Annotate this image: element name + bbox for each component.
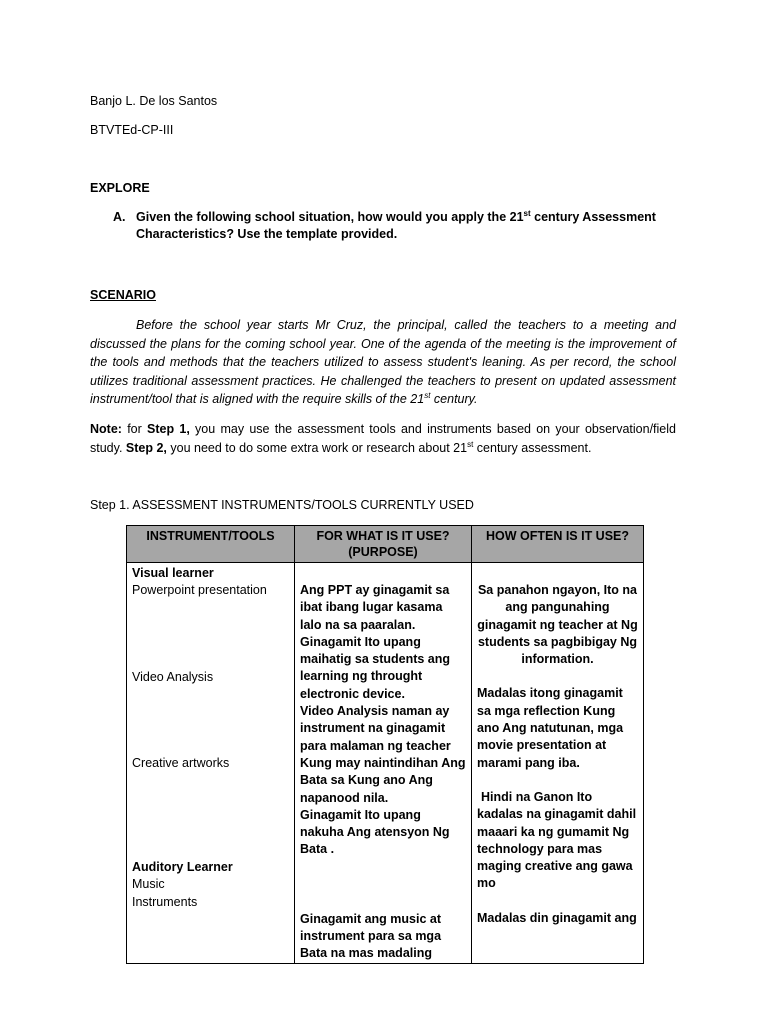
purpose-ppt: Ang PPT ay ginagamit sa ibat ibang lugar kasama lalo na sa paaralan. Ginagamit Ito upang maihatig sa students ang learning ng throught electronic device. [300, 583, 451, 701]
header-frequency: HOW OFTEN IS IT USE? [472, 526, 644, 563]
visual-learner-label: Visual learner [132, 566, 214, 580]
purpose-artworks: Ginagamit Ito upang nakuha Ang atensyon Ng Bata . [300, 807, 450, 857]
header-purpose: FOR WHAT IS IT USE? (PURPOSE) [295, 526, 472, 563]
frequency-artworks: Hindi na Ganon Ito kadalas na ginagamit dahil maaari ka ng gumamit Ng technology para mas maging creative ang gawa mo [477, 789, 637, 891]
purpose-video: Video Analysis naman ay instrument na ginagamit para malaman ng teacher Kung may naintindihan Ang Bata sa Kung ano Ang napanood nila. [300, 704, 466, 805]
frequency-music: Madalas din ginagamit ang [477, 910, 637, 925]
question-text: Given the following school situation, how would you apply the 21st century Assessment Characteristics? Use the template provided. [136, 208, 656, 241]
scenario-heading: SCENARIO [90, 288, 156, 302]
powerpoint-label: Powerpoint presentation [132, 583, 267, 598]
purpose-music: Ginagamit ang music at instrument para sa mga Bata na mas madaling [300, 911, 442, 961]
table-header-row [127, 526, 644, 563]
note-paragraph: Note: for Step 1, you may use the assessment tools and instruments based on your observation/field study. Step 2, you need to do some extra work or research about 21st century assessment. [90, 422, 676, 455]
section-title: EXPLORE [90, 181, 150, 195]
purpose-cell [295, 563, 472, 964]
table-row [127, 563, 644, 964]
student-name: Banjo L. De los Santos [90, 94, 218, 108]
frequency-video: Madalas itong ginagamit sa mga reflection Kung ano Ang natutunan, mga movie presentation at marami pang iba. [477, 686, 624, 770]
instrument-cell [127, 563, 295, 964]
auditory-learner-label: Auditory Learner [132, 860, 233, 875]
scenario-text: Before the school year starts Mr Cruz, the principal, called the teachers to a meeting and discussed the plans for the coming school year. One of the agenda of the meeting is the improvement of the tools and methods that the teachers utilized to assess student's leaning. As per record, the school utilizes traditional assessment practices. He challenged the teachers to present on updated assessment instrument/tool that is aligned with the require skills of the 21st century. [90, 318, 676, 407]
student-program: BTVTEd-CP-III [90, 123, 174, 137]
assessment-tools-table [126, 525, 644, 964]
video-analysis-label: Video Analysis [132, 669, 214, 684]
music-label: Music [132, 877, 165, 892]
frequency-cell [472, 563, 644, 964]
header-instrument: INSTRUMENT/TOOLS [127, 526, 295, 563]
frequency-ppt: Sa panahon ngayon, Ito na ang pangunahing ginagamit ng teacher at Ng students sa pagbibigay Ng information. [477, 583, 638, 667]
question-label: A. [113, 210, 126, 224]
instruments-label: Instruments [132, 894, 198, 909]
creative-artworks-label: Creative artworks [132, 755, 230, 770]
step1-title: Step 1. ASSESSMENT INSTRUMENTS/TOOLS CURRENTLY USED [90, 498, 474, 512]
